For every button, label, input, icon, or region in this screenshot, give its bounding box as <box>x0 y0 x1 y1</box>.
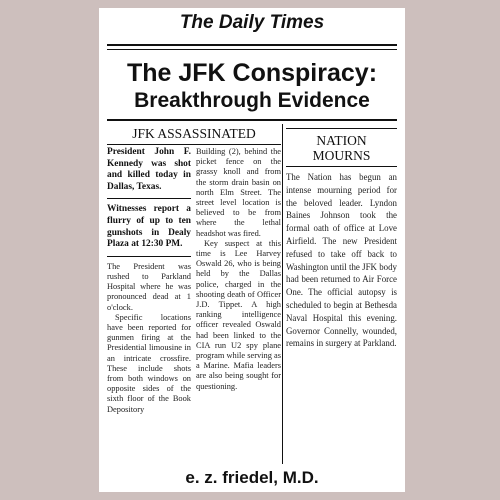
body-paragraph-2: Specific locations have been reported for gunmen firing at the Presidential limousine in an intricate crossfire. These include shots from both windows on opposite sides of the sixth floor of the Book Depository <box>107 312 191 414</box>
lead-paragraph-2: Witnesses report a flurry of up to ten gunshots in Dealy Plaza at 12:30 PM. <box>107 204 191 250</box>
body-paragraph-3: Building (2), behind the picket fence on the grassy knoll and from the storm drain basin on north Elm Street. The street level location is believed to be from where the lethal headshot was fired. <box>196 147 281 238</box>
masthead-rule <box>107 44 397 46</box>
left-heading-rule <box>107 144 281 145</box>
author-byline: e. z. friedel, M.D. <box>185 468 319 487</box>
headline-line-2: Breakthrough Evidence <box>134 89 370 112</box>
lead-divider-2 <box>107 256 191 257</box>
masthead: The Daily Times <box>179 12 325 33</box>
lead-divider-1 <box>107 198 191 199</box>
column-divider <box>282 124 283 464</box>
left-column <box>107 126 281 414</box>
right-column <box>286 126 397 350</box>
masthead-rule-thin <box>107 49 397 50</box>
headline-rule <box>107 119 397 121</box>
left-subcolumn <box>107 147 191 415</box>
left-section-heading: JFK ASSASSINATED <box>132 126 256 141</box>
newspaper-cover <box>99 8 405 492</box>
body-paragraph-4: Key suspect at this time is Lee Harvey Oswald 26, who is being held by the Dallas police, charged in the shooting death of Officer J.D. Tippet. A high ranking intelligence officer revealed Oswald had been linked to the CIA run U2 spy plane program while serving as a Marine. Mafia leaders are also being sought for questioning. <box>196 238 281 391</box>
right-section-heading: NATION MOURNS <box>312 133 371 163</box>
right-subcolumn <box>196 147 281 392</box>
lead-paragraph-1: President John F. Kennedy was shot and killed today in Dallas, Texas. <box>107 147 191 192</box>
headline-line-1: The JFK Conspiracy: <box>126 59 378 87</box>
right-heading-rule <box>286 166 397 167</box>
right-body-text: The Nation has begun an intense mourning period for the beloved leader. Lyndon Baines Johnson took the formal oath of office at Love Airfield. The new President refused to take off back to Washington until the JFK body had been returned to Air Force One. The official autopsy is scheduled to begin at Bethesda Naval Hospital this evening. Governor Connelly, wounded, remains in surgery at Parkland. <box>286 172 397 349</box>
body-paragraph-1: The President was rushed to Parkland Hospital where he was pronounced dead at 1 o'clock. <box>107 261 191 312</box>
right-heading-rule-top <box>286 128 397 129</box>
